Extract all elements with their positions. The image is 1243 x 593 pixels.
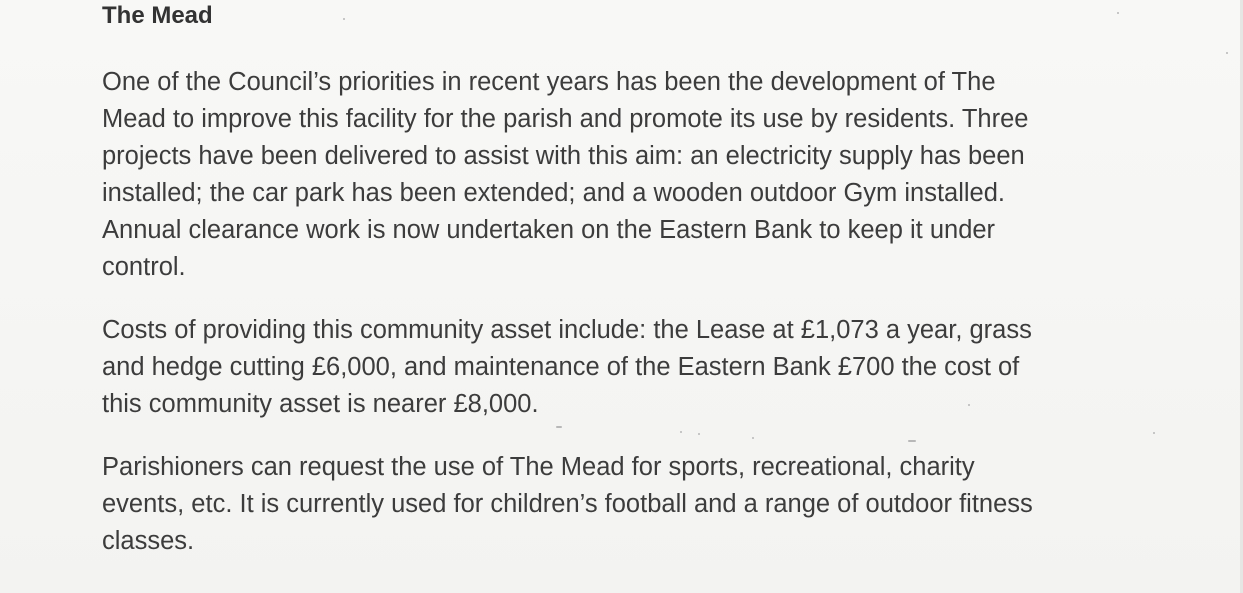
text-line: events, etc. It is currently used for children’s football and a range of outdoor fitness (102, 490, 1033, 518)
scan-speck (343, 18, 345, 20)
scan-speck (752, 437, 754, 439)
text-line: projects have been delivered to assist with this aim: an electricity supply has been (102, 142, 1025, 170)
text-line: One of the Council’s priorities in recent years has been the development of The (102, 68, 996, 96)
text-line: this community asset is nearer £8,000. (102, 390, 539, 418)
scan-speck (556, 426, 562, 428)
scan-speck (680, 431, 682, 433)
paragraph-usage (102, 449, 1182, 560)
scan-speck (1226, 52, 1228, 54)
text-line: installed; the car park has been extended; and a wooden outdoor Gym installed. (102, 179, 1005, 207)
text-line: and hedge cutting £6,000, and maintenance of the Eastern Bank £700 the cost of (102, 353, 1020, 381)
text-line: Parishioners can request the use of The Mead for sports, recreational, charity (102, 453, 975, 481)
scan-speck (1117, 12, 1119, 14)
text-line: control. (102, 253, 186, 281)
scan-speck (968, 404, 970, 406)
text-line: Annual clearance work is now undertaken on the Eastern Bank to keep it under (102, 216, 996, 244)
scan-speck (908, 440, 916, 442)
text-line: classes. (102, 527, 195, 555)
text-line: Costs of providing this community asset include: the Lease at £1,073 a year, grass (102, 316, 1032, 344)
paragraph-priorities (102, 64, 1182, 286)
paragraph-costs (102, 312, 1182, 423)
scan-speck (698, 433, 700, 435)
section-heading: The Mead (102, 2, 213, 29)
scan-speck (1153, 432, 1155, 434)
text-line: Mead to improve this facility for the parish and promote its use by residents. Three (102, 105, 1029, 133)
